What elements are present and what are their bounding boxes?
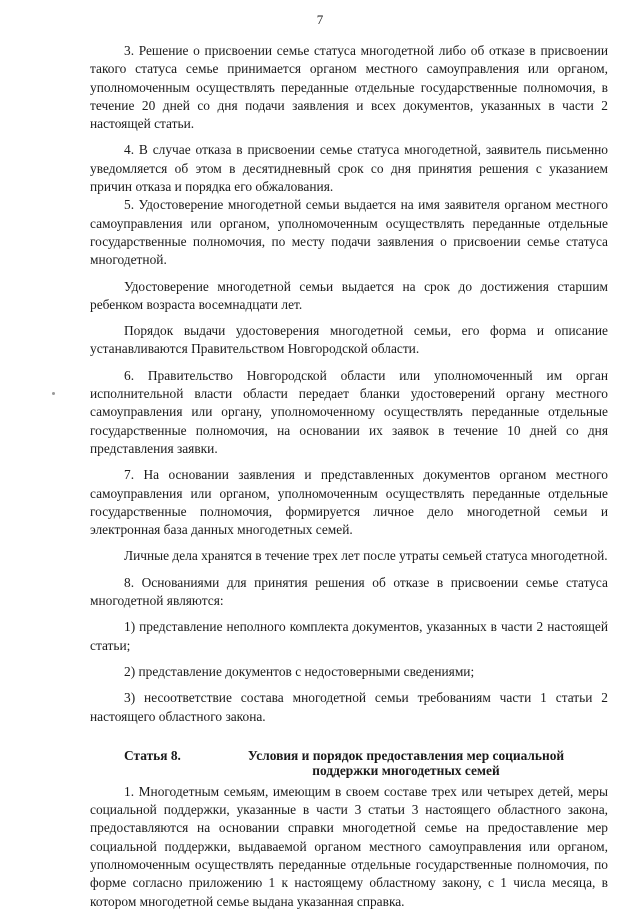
paragraph-8-item-3: 3) несоответствие состава многодетной семьи требованиям части 1 статьи 2 настоящего областного закона. — [90, 690, 608, 724]
paragraph-5-term: Удостоверение многодетной семьи выдается на срок до достижения старшим ребенком возраста восемнадцати лет. — [90, 278, 608, 312]
paragraph-5-order: Порядок выдачи удостоверения многодетной семьи, его форма и описание устанавливаются Правительством Новгородской области. — [90, 323, 608, 357]
paragraph-8-item-1: 1) представление неполного комплекта документов, указанных в части 2 настоящей статьи; — [90, 619, 608, 653]
paragraph-5: 5. Удостоверение многодетной семьи выдается на имя заявителя органом местного самоуправления или органом, уполномоченным осуществлять переданные отдельные государственные полномочия, по месту подачи заявления о присвоении семье статуса многодетной. — [90, 197, 608, 268]
paragraph-4: 4. В случае отказа в присвоении семье статуса многодетной, заявитель письменно уведомляется об этом в десятидневный срок со дня принятия решения с указанием причин отказа и порядка его обжалования. — [90, 142, 608, 195]
article-title-line-2: поддержки многодетных семей — [312, 762, 500, 778]
article-8-paragraph-1: 1. Многодетным семьям, имеющим в своем составе трех или четырех детей, меры социальной поддержки, указанные в части 3 статьи 3 настоящего областного закона, предоставляются на основании справки многодетной семье на предоставление мер социальной поддержки, выдаваемой органом местного самоуправления или органом, уполномоченным осуществлять переданные отдельные государственные полномочия, по форме согласно приложению 1 к настоящему областному закону, с 1 числа месяца, в котором многодетной семье выдана указанная справка. — [90, 783, 608, 909]
paragraph-8-item-2: 2) представление документов с недостоверными сведениями; — [124, 663, 475, 679]
paragraph-7: 7. На основании заявления и представленных документов органом местного самоуправления или органом, уполномоченным осуществлять переданные отдельные государственные полномочия, формируется личное дело многодетной семьи и электронная база данных многодетных семей. — [90, 467, 608, 538]
paragraph-7-storage: Личные дела хранятся в течение трех лет после утраты семьей статуса многодетной. — [124, 548, 608, 564]
article-title — [204, 748, 608, 778]
page-number: 7 — [316, 12, 324, 27]
article-title-line-1: Условия и порядок предоставления мер социальной — [247, 747, 565, 763]
paragraph-3: 3. Решение о присвоении семье статуса многодетной либо об отказе в присвоении такого статуса семье принимается органом местного самоуправления или органом, уполномоченным осуществлять переданные отдельные государственные полномочия, в течение 20 дней со дня подачи заявления и всех документов, указанных в части 2 настоящей статьи. — [90, 43, 608, 132]
paragraph-6: 6. Правительство Новгородской области или уполномоченный им орган исполнительной власти области передает бланки удостоверений органу местного самоуправления или органу, уполномоченному осуществлять переданные отдельные государственные полномочия, на основании их заявок в течение 10 дней со дня представления заявки. — [90, 367, 608, 456]
document-body — [90, 42, 608, 911]
paragraph-8: 8. Основаниями для принятия решения об отказе в присвоении семье статуса многодетной являются: — [90, 574, 608, 609]
article-number: Статья 8. — [124, 747, 181, 763]
scan-speck — [52, 392, 55, 395]
article-8-heading — [90, 748, 608, 778]
